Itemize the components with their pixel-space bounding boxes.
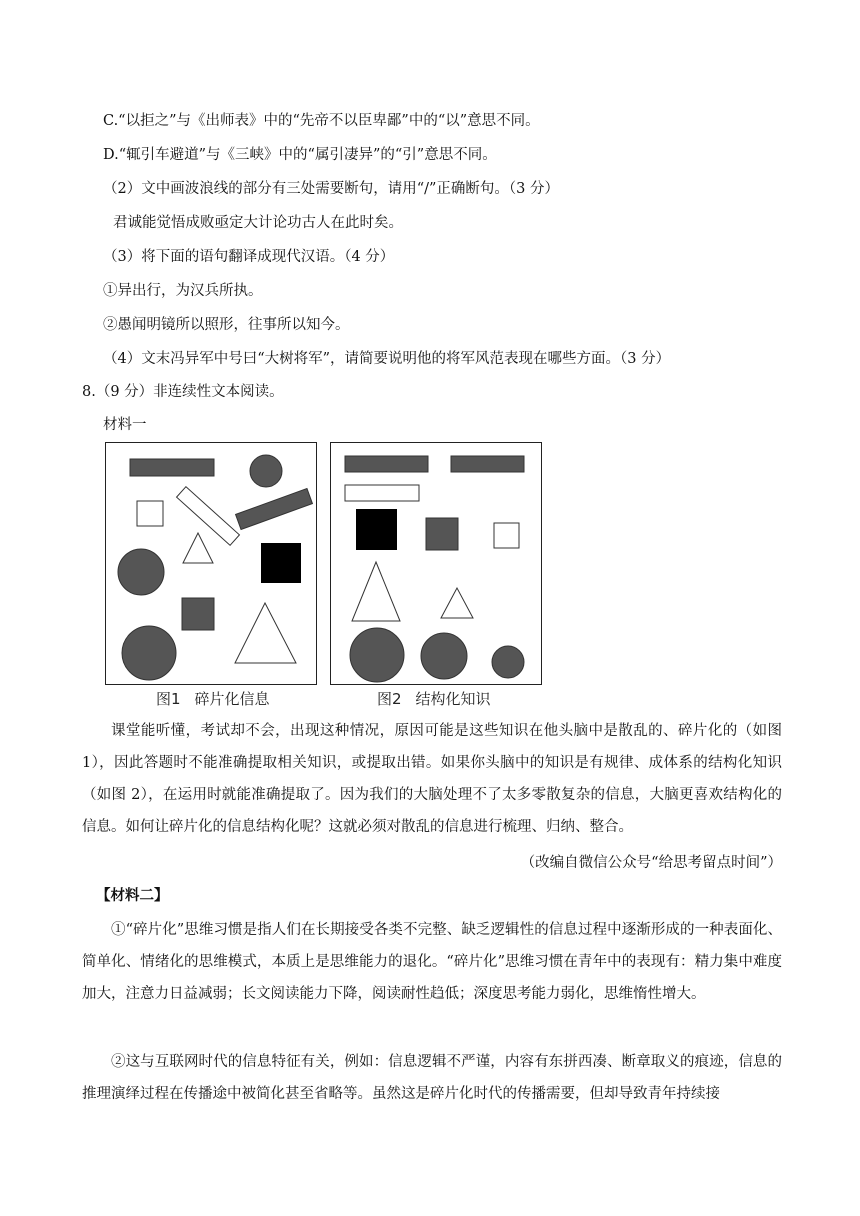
fig1-large-triangle: [235, 603, 296, 663]
question-3-item-2: ②愚闻明镜所以照形，往事所以知今。: [103, 317, 350, 333]
fig2-bar-1: [345, 456, 428, 472]
fig1-white-square: [137, 501, 163, 526]
figure-1-shapes: [106, 443, 318, 686]
material-2-label: 【材料二】: [96, 887, 169, 904]
figure-1-title: 碎片化信息: [194, 690, 270, 708]
question-3-item-1: ①异出行，为汉兵所执。: [103, 283, 263, 299]
fig2-large-circle: [350, 628, 404, 682]
fig1-small-circle: [250, 455, 282, 487]
fig1-black-square: [261, 543, 301, 583]
fig2-small-triangle: [441, 588, 473, 618]
figure-2-caption: [377, 689, 491, 709]
option-d: D.“辄引车避道”与《三峡》中的“属引凄异”的“引”意思不同。: [103, 147, 497, 163]
figure-2-title: 结构化知识: [415, 690, 491, 708]
fig2-mid-circle: [421, 633, 467, 679]
fig2-bar-2: [451, 456, 524, 472]
material-1-paragraph: 课堂能听懂，考试却不会，出现这种情况，原因可能是这些知识在他头脑中是散乱的、碎片化的（如图 1），因此答题时不能准确提取相关知识，或提取出错。如果你头脑中的知识是有规律、成体系的结构化知识（如图 2），在运用时就能准确提取了。因为我们的大脑处理不了太多零散复杂的信息，大脑更喜欢结构化的信息。如何让碎片化的信息结构化呢？这就必须对散乱的信息进行梳理、归纳、整合。: [82, 723, 782, 835]
fig1-dark-square: [182, 598, 214, 630]
fig2-white-bar: [345, 485, 419, 501]
fig1-large-circle: [122, 626, 176, 680]
material-1-label: 材料一: [103, 417, 147, 433]
fig2-large-triangle: [352, 562, 400, 621]
figure-1-caption: [156, 689, 270, 709]
figure-2-box: [330, 442, 542, 685]
material-1-source: （改编自微信公众号“给思考留点时间”）: [520, 855, 782, 871]
question-8: 8.（9 分）非连续性文本阅读。: [82, 384, 284, 400]
figure-1-box: [105, 442, 317, 685]
question-3: （3）将下面的语句翻译成现代汉语。（4 分）: [103, 249, 395, 265]
fig1-mid-circle: [118, 549, 164, 595]
option-c: C.“以拒之”与《出师表》中的“先帝不以臣卑鄙”中的“以”意思不同。: [103, 113, 540, 129]
fig1-tilted-white-bar: [177, 487, 240, 546]
fig2-white-square: [494, 523, 519, 548]
question-4: （4）文末冯异军中号曰“大树将军”，请简要说明他的将军风范表现在哪些方面。（3 分）: [103, 351, 671, 367]
question-2-text: 君诚能觉悟成败亟定大计论功古人在此时矣。: [113, 215, 403, 231]
fig1-tilted-dark-bar: [236, 488, 313, 529]
fig2-dark-square: [426, 518, 458, 550]
figure-2-number: 图2: [377, 690, 402, 708]
fig1-bar: [130, 459, 214, 476]
figure-2-shapes: [331, 443, 543, 686]
fig2-small-circle: [492, 646, 524, 678]
fig1-small-triangle: [183, 533, 213, 563]
figure-1-number: 图1: [156, 690, 181, 708]
fig2-black-square: [356, 509, 397, 550]
material-2-paragraph-1: ①“碎片化”思维习惯是指人们在长期接受各类不完整、缺乏逻辑性的信息过程中逐渐形成的一种表面化、简单化、情绪化的思维模式，本质上是思维能力的退化。“碎片化”思维习惯在青年中的表现有：精力集中难度加大，注意力日益减弱；长文阅读能力下降，阅读耐性趋低；深度思考能力弱化，思维惰性增大。: [82, 922, 782, 1002]
question-2: （2）文中画波浪线的部分有三处需要断句，请用“/”正确断句。（3 分）: [103, 181, 560, 197]
material-2-paragraph-2: ②这与互联网时代的信息特征有关，例如：信息逻辑不严谨，内容有东拼西凑、断章取义的痕迹，信息的推理演绎过程在传播途中被简化甚至省略等。虽然这是碎片化时代的传播需要，但却导致青年持续接: [82, 1054, 782, 1102]
